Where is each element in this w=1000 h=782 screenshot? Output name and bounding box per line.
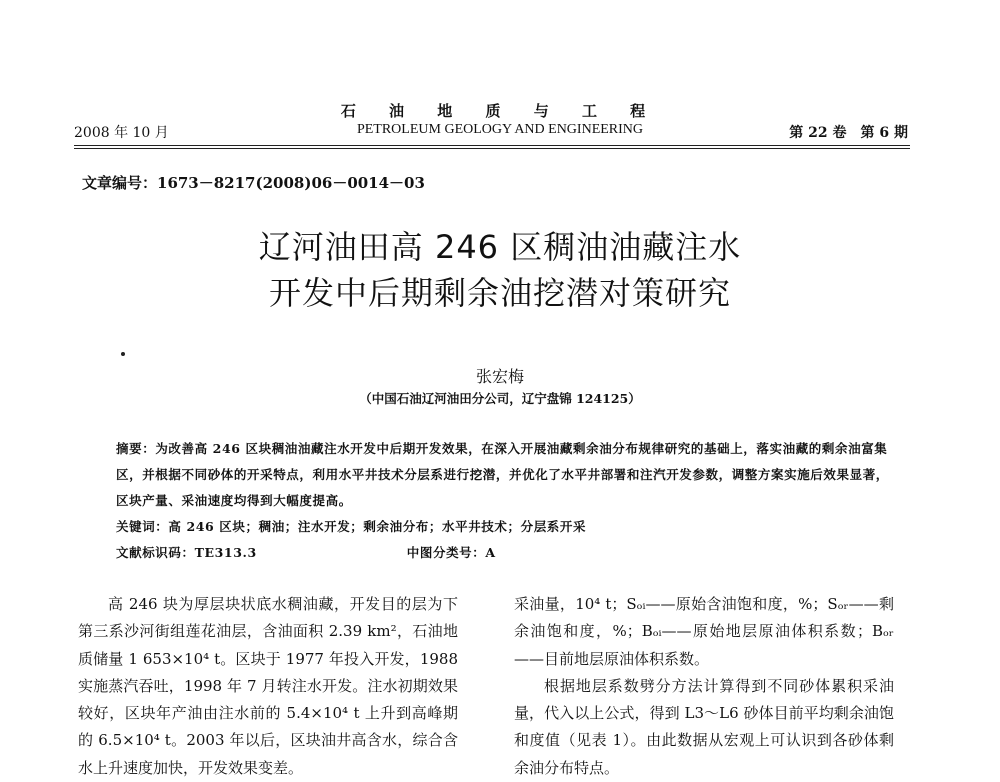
journal-title-cn: 石 油 地 质 与 工 程 bbox=[340, 102, 660, 120]
abstract-text: 为改善高 246 区块稠油油藏注水开发中后期开发效果，在深入开展油藏剩余油分布规律研究的基础上，落实油藏的剩余油富集区，并根据不同砂体的开采特点，利用水平井技术分层系进行挖潜，并优化了水平井部署和注汽开发参数，调整方案实施后效果显著，区块产量、采油速度均得到大幅度提高。 bbox=[116, 441, 889, 508]
doc-code-label: 文献标识码： bbox=[116, 545, 195, 560]
volume-issue: 第 22 卷 第 6 期 bbox=[789, 125, 908, 141]
issue-date: 2008 年 10 月 bbox=[74, 125, 169, 141]
journal-title-en: PETROLEUM GEOLOGY AND ENGINEERING bbox=[356, 122, 644, 137]
keywords-label: 关键词： bbox=[116, 519, 169, 534]
author-name: 张宏梅 bbox=[475, 367, 524, 386]
stray-mark bbox=[121, 352, 125, 356]
article-number: 文章编号：1673－8217(2008)06－0014－03 bbox=[82, 174, 425, 192]
abstract-label: 摘要： bbox=[116, 441, 156, 456]
header-rule-bottom bbox=[74, 148, 910, 149]
keywords-text: 高 246 区块；稠油；注水开发；剩余油分布；水平井技术；分层系开采 bbox=[168, 519, 587, 534]
author-affiliation: （中国石油辽河油田分公司，辽宁盘锦 124125） bbox=[359, 391, 641, 406]
body-paragraph: 根据地层系数劈分方法计算得到不同砂体累积采油量，代入以上公式，得到 L3～L6 砂体目前平均剩余油饱和度值（见表 1）。由此数据从宏观上可认识到各砂体剩余油分布特点。 bbox=[514, 676, 894, 777]
header-rule-top bbox=[74, 145, 910, 146]
body-column-left bbox=[78, 591, 458, 777]
title-line-2: 开发中后期剩余油挖潜对策研究 bbox=[268, 274, 731, 312]
body-paragraph: 高 246 块为厚层块状底水稠油藏，开发目的层为下第三系沙河街组莲花油层，含油面积 2.39 km²，石油地质储量 1 653×10⁴ t。区块于 1977 年投入开发，1988 实施蒸汽吞吐，1998 年 7 月转注水开发。注水初期效果较好，区块年产油由注水前的 5.4×10⁴ t 上升到高峰期的 6.5×10⁴ t。2003 年以后，区块油井高含水，综合含水上升速度加快，开发效果变差。 bbox=[78, 595, 458, 777]
doc-code-value: TE313.3 bbox=[194, 545, 257, 560]
classification-codes bbox=[116, 540, 896, 566]
body-column-right bbox=[514, 591, 894, 777]
keywords bbox=[116, 514, 896, 540]
class-code-label: 中图分类号： bbox=[406, 545, 486, 560]
abstract-block bbox=[116, 436, 896, 566]
body-paragraph-continued: 采油量，10⁴ t；Sₒᵢ——原始含油饱和度，%；Sₒᵣ——剩余油饱和度，%；Bₒᵢ——原始地层原油体积系数；Bₒᵣ——目前地层原油体积系数。 bbox=[514, 595, 894, 668]
abstract bbox=[116, 436, 896, 514]
class-code-value: A bbox=[485, 545, 496, 560]
title-line-1: 辽河油田高 246 区稠油油藏注水 bbox=[258, 228, 742, 266]
